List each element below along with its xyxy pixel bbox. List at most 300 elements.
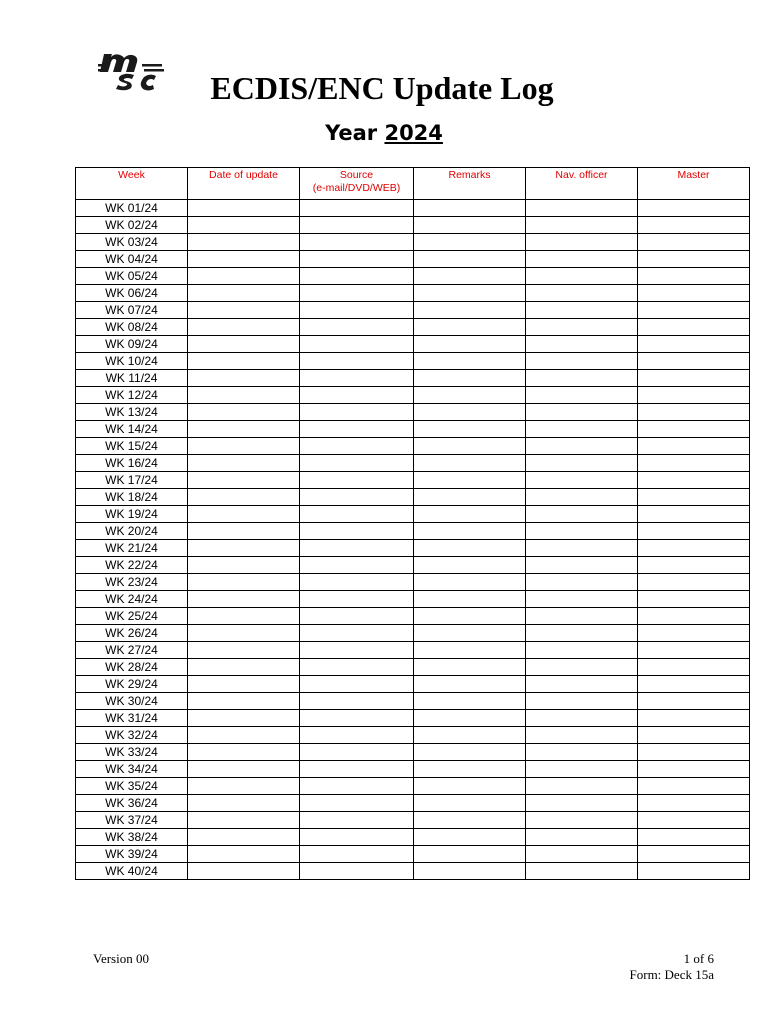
week-cell: WK 12/24 [76, 387, 188, 404]
entry-cell[interactable] [638, 676, 750, 693]
entry-cell[interactable] [188, 285, 300, 302]
entry-cell[interactable] [300, 591, 414, 608]
footer-info [630, 951, 714, 983]
table-row [76, 863, 750, 880]
entry-cell[interactable] [638, 438, 750, 455]
entry-cell[interactable] [300, 268, 414, 285]
entry-cell[interactable] [414, 642, 526, 659]
entry-cell[interactable] [638, 863, 750, 880]
column-header [76, 168, 188, 200]
entry-cell[interactable] [188, 846, 300, 863]
week-cell: WK 38/24 [76, 829, 188, 846]
week-cell: WK 35/24 [76, 778, 188, 795]
entry-cell[interactable] [188, 438, 300, 455]
week-cell: WK 37/24 [76, 812, 188, 829]
year-value: 2024 [384, 121, 443, 145]
entry-cell[interactable] [300, 200, 414, 217]
week-cell: WK 33/24 [76, 744, 188, 761]
entry-cell[interactable] [414, 812, 526, 829]
entry-cell[interactable] [300, 455, 414, 472]
entry-cell[interactable] [414, 778, 526, 795]
entry-cell[interactable] [300, 387, 414, 404]
week-cell: WK 40/24 [76, 863, 188, 880]
entry-cell[interactable] [300, 506, 414, 523]
entry-cell[interactable] [188, 336, 300, 353]
entry-cell[interactable] [188, 591, 300, 608]
entry-cell[interactable] [414, 302, 526, 319]
table-row [76, 523, 750, 540]
entry-cell[interactable] [638, 472, 750, 489]
entry-cell[interactable] [414, 200, 526, 217]
entry-cell[interactable] [188, 234, 300, 251]
entry-cell[interactable] [526, 336, 638, 353]
week-cell: WK 11/24 [76, 370, 188, 387]
table-row [76, 353, 750, 370]
week-cell: WK 29/24 [76, 676, 188, 693]
week-cell: WK 25/24 [76, 608, 188, 625]
entry-cell[interactable] [526, 676, 638, 693]
entry-cell[interactable] [638, 795, 750, 812]
entry-cell[interactable] [300, 693, 414, 710]
entry-cell[interactable] [188, 778, 300, 795]
entry-cell[interactable] [188, 319, 300, 336]
page-title: ECDIS/ENC Update Log [210, 70, 554, 106]
entry-cell[interactable] [526, 659, 638, 676]
entry-cell[interactable] [414, 659, 526, 676]
entry-cell[interactable] [526, 506, 638, 523]
entry-cell[interactable] [188, 761, 300, 778]
entry-cell[interactable] [638, 234, 750, 251]
week-cell: WK 19/24 [76, 506, 188, 523]
entry-cell[interactable] [414, 523, 526, 540]
entry-cell[interactable] [638, 506, 750, 523]
table-row [76, 540, 750, 557]
column-header-label: Source [339, 169, 374, 181]
entry-cell[interactable] [414, 795, 526, 812]
week-cell: WK 22/24 [76, 557, 188, 574]
table-row [76, 234, 750, 251]
table-row [76, 778, 750, 795]
entry-cell[interactable] [188, 710, 300, 727]
entry-cell[interactable] [188, 540, 300, 557]
week-cell: WK 20/24 [76, 523, 188, 540]
entry-cell[interactable] [526, 591, 638, 608]
entry-cell[interactable] [526, 200, 638, 217]
entry-cell[interactable] [414, 370, 526, 387]
entry-cell[interactable] [414, 285, 526, 302]
entry-cell[interactable] [300, 557, 414, 574]
entry-cell[interactable] [526, 404, 638, 421]
week-cell: WK 17/24 [76, 472, 188, 489]
entry-cell[interactable] [188, 268, 300, 285]
entry-cell[interactable] [300, 353, 414, 370]
entry-cell[interactable] [526, 608, 638, 625]
entry-cell[interactable] [526, 285, 638, 302]
entry-cell[interactable] [414, 455, 526, 472]
entry-cell[interactable] [526, 727, 638, 744]
week-cell: WK 18/24 [76, 489, 188, 506]
entry-cell[interactable] [638, 370, 750, 387]
year-heading [0, 121, 768, 145]
entry-cell[interactable] [638, 353, 750, 370]
table-row [76, 829, 750, 846]
entry-cell[interactable] [526, 557, 638, 574]
table-row [76, 472, 750, 489]
table-row [76, 319, 750, 336]
week-cell: WK 02/24 [76, 217, 188, 234]
week-cell: WK 13/24 [76, 404, 188, 421]
entry-cell[interactable] [414, 336, 526, 353]
entry-cell[interactable] [414, 608, 526, 625]
table-row [76, 387, 750, 404]
entry-cell[interactable] [638, 846, 750, 863]
entry-cell[interactable] [638, 523, 750, 540]
entry-cell[interactable] [300, 251, 414, 268]
entry-cell[interactable] [526, 540, 638, 557]
week-cell: WK 16/24 [76, 455, 188, 472]
entry-cell[interactable] [638, 625, 750, 642]
column-header [300, 168, 414, 200]
table-row [76, 285, 750, 302]
form-number: Form: Deck 15a [629, 967, 714, 982]
entry-cell[interactable] [414, 421, 526, 438]
entry-cell[interactable] [638, 200, 750, 217]
entry-cell[interactable] [638, 608, 750, 625]
entry-cell[interactable] [638, 455, 750, 472]
entry-cell[interactable] [188, 812, 300, 829]
table-row [76, 404, 750, 421]
entry-cell[interactable] [526, 829, 638, 846]
entry-cell[interactable] [300, 472, 414, 489]
entry-cell[interactable] [188, 387, 300, 404]
entry-cell[interactable] [188, 574, 300, 591]
week-cell: WK 23/24 [76, 574, 188, 591]
entry-cell[interactable] [300, 727, 414, 744]
entry-cell[interactable] [414, 438, 526, 455]
entry-cell[interactable] [414, 540, 526, 557]
entry-cell[interactable] [414, 574, 526, 591]
entry-cell[interactable] [526, 795, 638, 812]
entry-cell[interactable] [300, 829, 414, 846]
entry-cell[interactable] [300, 302, 414, 319]
entry-cell[interactable] [638, 268, 750, 285]
entry-cell[interactable] [300, 642, 414, 659]
entry-cell[interactable] [414, 472, 526, 489]
column-header-label: Nav. officer [555, 169, 608, 181]
entry-cell[interactable] [414, 557, 526, 574]
table-row [76, 812, 750, 829]
entry-cell[interactable] [638, 336, 750, 353]
entry-cell[interactable] [188, 625, 300, 642]
entry-cell[interactable] [526, 268, 638, 285]
entry-cell[interactable] [526, 472, 638, 489]
table-row [76, 251, 750, 268]
table-row [76, 506, 750, 523]
entry-cell[interactable] [638, 574, 750, 591]
entry-cell[interactable] [638, 727, 750, 744]
entry-cell[interactable] [188, 472, 300, 489]
column-header-label: Date of update [209, 169, 278, 181]
entry-cell[interactable] [188, 676, 300, 693]
entry-cell[interactable] [414, 353, 526, 370]
column-header [414, 168, 526, 200]
entry-cell[interactable] [300, 421, 414, 438]
entry-cell[interactable] [188, 200, 300, 217]
entry-cell[interactable] [300, 625, 414, 642]
entry-cell[interactable] [638, 540, 750, 557]
entry-cell[interactable] [188, 659, 300, 676]
week-cell: WK 32/24 [76, 727, 188, 744]
table-row [76, 302, 750, 319]
entry-cell[interactable] [300, 761, 414, 778]
entry-cell[interactable] [638, 421, 750, 438]
entry-cell[interactable] [300, 404, 414, 421]
entry-cell[interactable] [638, 404, 750, 421]
entry-cell[interactable] [300, 370, 414, 387]
entry-cell[interactable] [188, 608, 300, 625]
week-cell: WK 01/24 [76, 200, 188, 217]
entry-cell[interactable] [414, 693, 526, 710]
table-row [76, 659, 750, 676]
table-row [76, 370, 750, 387]
entry-cell[interactable] [414, 625, 526, 642]
entry-cell[interactable] [638, 557, 750, 574]
entry-cell[interactable] [300, 710, 414, 727]
column-header [188, 168, 300, 200]
week-cell: WK 09/24 [76, 336, 188, 353]
entry-cell[interactable] [414, 846, 526, 863]
entry-cell[interactable] [526, 642, 638, 659]
entry-cell[interactable] [638, 778, 750, 795]
entry-cell[interactable] [300, 217, 414, 234]
entry-cell[interactable] [300, 523, 414, 540]
entry-cell[interactable] [526, 387, 638, 404]
week-cell: WK 10/24 [76, 353, 188, 370]
entry-cell[interactable] [526, 455, 638, 472]
entry-cell[interactable] [300, 778, 414, 795]
entry-cell[interactable] [300, 744, 414, 761]
entry-cell[interactable] [414, 744, 526, 761]
table-row [76, 846, 750, 863]
week-cell: WK 36/24 [76, 795, 188, 812]
entry-cell[interactable] [300, 574, 414, 591]
entry-cell[interactable] [414, 829, 526, 846]
week-cell: WK 03/24 [76, 234, 188, 251]
entry-cell[interactable] [300, 676, 414, 693]
entry-cell[interactable] [414, 387, 526, 404]
entry-cell[interactable] [300, 489, 414, 506]
entry-cell[interactable] [188, 421, 300, 438]
week-cell: WK 08/24 [76, 319, 188, 336]
entry-cell[interactable] [188, 506, 300, 523]
entry-cell[interactable] [414, 251, 526, 268]
version-label: Version 00 [93, 951, 149, 966]
week-cell: WK 05/24 [76, 268, 188, 285]
week-cell: WK 31/24 [76, 710, 188, 727]
entry-cell[interactable] [526, 761, 638, 778]
entry-cell[interactable] [638, 710, 750, 727]
entry-cell[interactable] [188, 489, 300, 506]
entry-cell[interactable] [414, 404, 526, 421]
year-label: Year [325, 121, 378, 145]
table-row [76, 761, 750, 778]
entry-cell[interactable] [300, 659, 414, 676]
table-row [76, 438, 750, 455]
entry-cell[interactable] [188, 302, 300, 319]
entry-cell[interactable] [638, 217, 750, 234]
week-cell: WK 26/24 [76, 625, 188, 642]
entry-cell[interactable] [638, 659, 750, 676]
entry-cell[interactable] [300, 319, 414, 336]
entry-cell[interactable] [638, 812, 750, 829]
table-row [76, 693, 750, 710]
entry-cell[interactable] [300, 863, 414, 880]
column-header [526, 168, 638, 200]
table-row [76, 217, 750, 234]
entry-cell[interactable] [526, 234, 638, 251]
table-row [76, 625, 750, 642]
entry-cell[interactable] [526, 217, 638, 234]
entry-cell[interactable] [300, 336, 414, 353]
entry-cell[interactable] [526, 319, 638, 336]
entry-cell[interactable] [414, 506, 526, 523]
column-header-label: Remarks [448, 169, 491, 181]
entry-cell[interactable] [300, 812, 414, 829]
entry-cell[interactable] [188, 642, 300, 659]
entry-cell[interactable] [300, 540, 414, 557]
entry-cell[interactable] [638, 285, 750, 302]
entry-cell[interactable] [188, 370, 300, 387]
column-header-label: Week [118, 169, 145, 181]
column-header [638, 168, 750, 200]
entry-cell[interactable] [414, 761, 526, 778]
entry-cell[interactable] [188, 744, 300, 761]
entry-cell[interactable] [300, 608, 414, 625]
table-row [76, 744, 750, 761]
entry-cell[interactable] [638, 761, 750, 778]
table-row [76, 608, 750, 625]
week-cell: WK 30/24 [76, 693, 188, 710]
entry-cell[interactable] [638, 642, 750, 659]
entry-cell[interactable] [188, 829, 300, 846]
week-cell: WK 24/24 [76, 591, 188, 608]
entry-cell[interactable] [188, 217, 300, 234]
entry-cell[interactable] [414, 676, 526, 693]
entry-cell[interactable] [526, 710, 638, 727]
entry-cell[interactable] [638, 693, 750, 710]
week-cell: WK 21/24 [76, 540, 188, 557]
week-cell: WK 15/24 [76, 438, 188, 455]
entry-cell[interactable] [638, 591, 750, 608]
entry-cell[interactable] [526, 421, 638, 438]
entry-cell[interactable] [526, 693, 638, 710]
entry-cell[interactable] [526, 863, 638, 880]
table-row [76, 455, 750, 472]
table-row [76, 727, 750, 744]
entry-cell[interactable] [414, 863, 526, 880]
entry-cell[interactable] [188, 523, 300, 540]
table-row [76, 591, 750, 608]
entry-cell[interactable] [638, 319, 750, 336]
column-header-label: Master [677, 169, 710, 181]
entry-cell[interactable] [526, 489, 638, 506]
entry-cell[interactable] [638, 744, 750, 761]
week-cell: WK 39/24 [76, 846, 188, 863]
table-row [76, 489, 750, 506]
week-cell: WK 28/24 [76, 659, 188, 676]
entry-cell[interactable] [188, 727, 300, 744]
entry-cell[interactable] [188, 455, 300, 472]
entry-cell[interactable] [526, 812, 638, 829]
entry-cell[interactable] [414, 268, 526, 285]
entry-cell[interactable] [188, 863, 300, 880]
entry-cell[interactable] [188, 404, 300, 421]
entry-cell[interactable] [526, 778, 638, 795]
table-row [76, 557, 750, 574]
entry-cell[interactable] [526, 846, 638, 863]
entry-cell[interactable] [526, 625, 638, 642]
table-header-row [76, 168, 750, 200]
entry-cell[interactable] [414, 727, 526, 744]
entry-cell[interactable] [414, 489, 526, 506]
entry-cell[interactable] [300, 795, 414, 812]
update-log-table [75, 167, 750, 880]
entry-cell[interactable] [526, 302, 638, 319]
entry-cell[interactable] [526, 744, 638, 761]
entry-cell[interactable] [414, 234, 526, 251]
entry-cell[interactable] [414, 217, 526, 234]
entry-cell[interactable] [638, 829, 750, 846]
entry-cell[interactable] [300, 438, 414, 455]
week-cell: WK 07/24 [76, 302, 188, 319]
entry-cell[interactable] [300, 846, 414, 863]
entry-cell[interactable] [188, 795, 300, 812]
entry-cell[interactable] [638, 302, 750, 319]
table-row [76, 200, 750, 217]
table-row [76, 642, 750, 659]
entry-cell[interactable] [638, 387, 750, 404]
entry-cell[interactable] [414, 319, 526, 336]
week-cell: WK 06/24 [76, 285, 188, 302]
entry-cell[interactable] [414, 591, 526, 608]
entry-cell[interactable] [526, 370, 638, 387]
entry-cell[interactable] [526, 438, 638, 455]
entry-cell[interactable] [526, 523, 638, 540]
entry-cell[interactable] [526, 251, 638, 268]
entry-cell[interactable] [526, 353, 638, 370]
entry-cell[interactable] [638, 251, 750, 268]
table-row [76, 574, 750, 591]
page-number: 1 of 6 [683, 951, 714, 966]
week-cell: WK 34/24 [76, 761, 188, 778]
entry-cell[interactable] [188, 353, 300, 370]
table-row [76, 795, 750, 812]
table-row [76, 336, 750, 353]
entry-cell[interactable] [414, 710, 526, 727]
entry-cell[interactable] [188, 251, 300, 268]
column-header-sublabel: (e-mail/DVD/WEB) [312, 182, 401, 194]
week-cell: WK 04/24 [76, 251, 188, 268]
entry-cell[interactable] [638, 489, 750, 506]
entry-cell[interactable] [188, 557, 300, 574]
entry-cell[interactable] [300, 285, 414, 302]
week-cell: WK 14/24 [76, 421, 188, 438]
table-row [76, 268, 750, 285]
entry-cell[interactable] [526, 574, 638, 591]
entry-cell[interactable] [300, 234, 414, 251]
table-row [76, 676, 750, 693]
entry-cell[interactable] [188, 693, 300, 710]
